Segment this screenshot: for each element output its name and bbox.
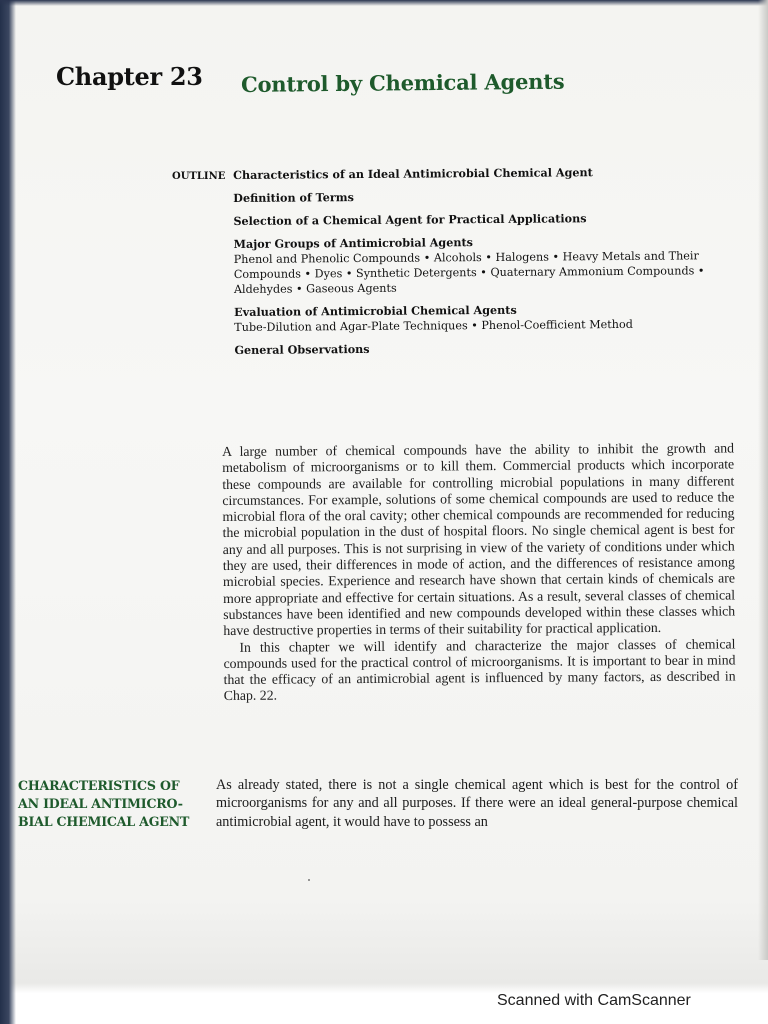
outline-heading: Definition of Terms — [233, 190, 354, 205]
outline-heading: Characteristics of an Ideal Antimicrobial Chemical Agent — [233, 165, 593, 182]
scanner-watermark: Scanned with CamScanner — [497, 992, 691, 1009]
outline-detail: Tube-Dilution and Agar-Plate Techniques • Phenol-Coefficient Method — [234, 317, 633, 334]
section-text — [216, 776, 738, 831]
chapter-title: Control by Chemical Agents — [240, 68, 565, 97]
section-paragraph: As already stated, there is not a single chemical agent which is best for the control of microorganisms for any and all purposes. If there were an ideal general-purpose chemical antimicrobial agent, it would have to possess an — [216, 777, 738, 830]
intro-text — [222, 440, 736, 704]
section-heading-line: BIAL CHEMICAL AGENT — [18, 814, 190, 829]
section-heading-line: AN IDEAL ANTIMICRO- — [18, 796, 183, 811]
section-heading — [18, 777, 198, 831]
scan-edge-top — [0, 0, 768, 6]
intro-paragraph-2: In this chapter we will identify and characterize the major classes of chemical compounds used for the practical control of microorganisms. It is important to bear in mind that the efficacy of an antimicrobial agent is influenced by many factors, as described in Chap. 22. — [223, 635, 736, 704]
outline-item — [233, 187, 733, 206]
outline-item — [234, 301, 734, 335]
scan-speck — [308, 879, 310, 881]
outline-list — [233, 164, 735, 366]
outline-heading: Evaluation of Antimicrobial Chemical Agents — [234, 302, 517, 319]
chapter-label: Chapter 23 — [56, 62, 203, 91]
outline-item — [234, 339, 734, 358]
outline-detail: Phenol and Phenolic Compounds • Alcohols • Halogens • Heavy Metals and Their Compounds • Dyes • Synthetic Detergents • Quaternary Ammonium Compounds • Aldehydes • Gaseous Agents — [233, 249, 705, 296]
outline-label: OUTLINE — [172, 171, 226, 182]
section-heading-line: CHARACTERISTICS OF — [18, 778, 180, 793]
outline-item — [233, 210, 733, 229]
intro-paragraph-1: A large number of chemical compounds have the ability to inhibit the growth and metabolism of microorganisms or to kill them. Commercial products which incorporate these compounds are available for controlling microbial populations in many different circumstances. For example, solutions of some chemical compounds are used to reduce the microbial flora of the oral cavity; other chemical compounds are recommended for reducing the microbial population in the dust of hospital floors. No single chemical agent is best for any and all purposes. This is not surprising in view of the variety of conditions under which they are used, their differences in mode of action, and the differences of resistance among microbial species. Experience and research have shown that certain kinds of chemicals are more appropriate and effective for certain situations. As a result, several classes of chemical substances have been identified and new compounds developed within these classes which have destructive properties in terms of their suitability for practical application. — [222, 440, 736, 639]
outline-item — [233, 164, 733, 183]
outline-heading: Selection of a Chemical Agent for Practical Applications — [233, 211, 587, 228]
scan-edge-right — [758, 0, 768, 960]
outline-heading: General Observations — [234, 341, 370, 357]
outline-heading: Major Groups of Antimicrobial Agents — [233, 235, 473, 251]
scan-edge-left — [0, 0, 16, 1024]
outline-item — [234, 233, 734, 297]
